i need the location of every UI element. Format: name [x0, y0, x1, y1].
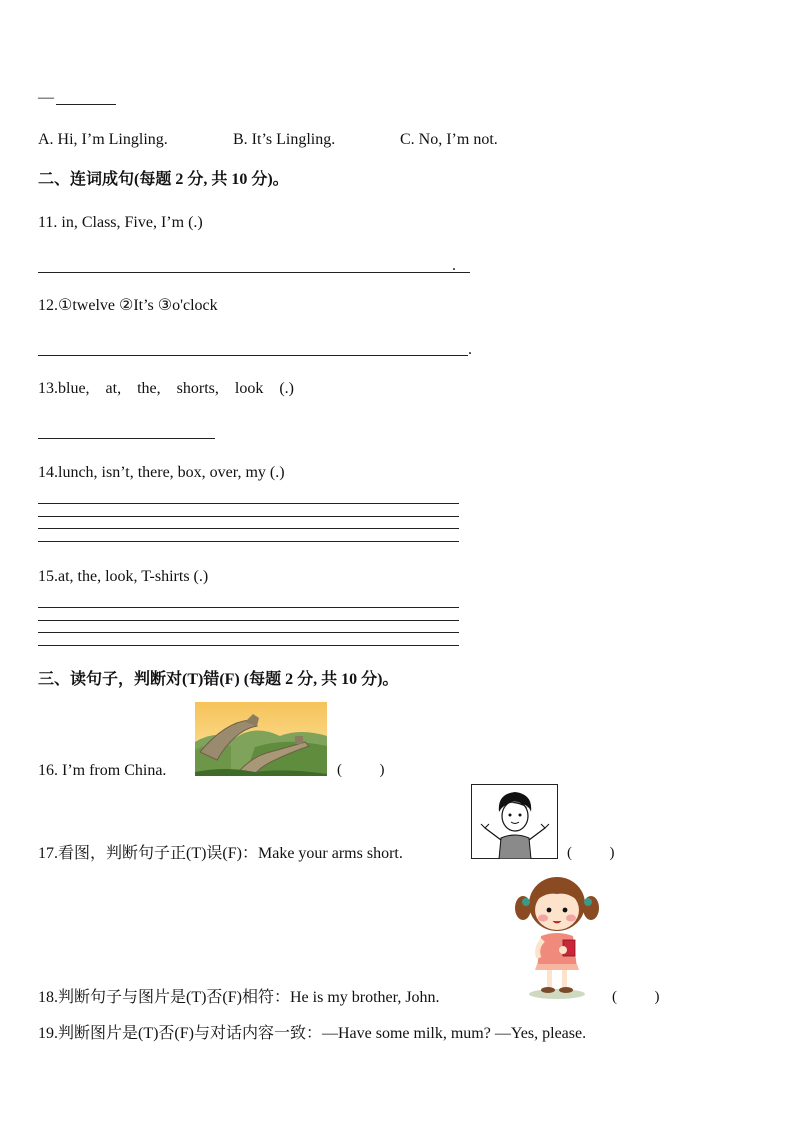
- q18-answer-paren[interactable]: ( ): [612, 989, 660, 1005]
- q16-answer-paren[interactable]: ( ): [337, 762, 385, 778]
- q11-answer-line[interactable]: [38, 272, 470, 273]
- q13-answer-line[interactable]: [38, 438, 215, 439]
- girl-pigtails-picture: [513, 868, 601, 1000]
- q17-text: 17.看图，判断句子正(T)误(F)：Make your arms short.: [38, 845, 403, 862]
- answer-blank-line: [56, 104, 116, 105]
- section2-title: 二、连词成句(每题 2 分, 共 10 分)。: [38, 171, 289, 188]
- q15-answer-line-3[interactable]: [38, 632, 459, 633]
- q12-end-mark: .: [468, 341, 472, 358]
- q13-text: 13.blue, at, the, shorts, look (.): [38, 380, 294, 397]
- q15-text: 15.at, the, look, T-shirts (.): [38, 568, 209, 585]
- q16-text: 16. I’m from China.: [38, 762, 167, 779]
- q14-answer-line-1[interactable]: [38, 503, 459, 504]
- answer-dash: —: [38, 89, 54, 106]
- q17-answer-paren[interactable]: ( ): [567, 845, 615, 861]
- q11-end-mark: .: [452, 257, 456, 274]
- q18-text: 18.判断句子与图片是(T)否(F)相符：He is my brother, John.: [38, 989, 440, 1006]
- q14-answer-line-4[interactable]: [38, 541, 459, 542]
- q14-text: 14.lunch, isn’t, there, box, over, my (.): [38, 464, 285, 481]
- q14-answer-line-2[interactable]: [38, 516, 459, 517]
- boy-arms-out-picture: [471, 784, 558, 859]
- q10-option-a: A. Hi, I’m Lingling.: [38, 131, 168, 148]
- q11-text: 11. in, Class, Five, I’m (.): [38, 214, 203, 231]
- q15-answer-line-4[interactable]: [38, 645, 459, 646]
- q10-option-b: B. It’s Lingling.: [233, 131, 336, 148]
- q19-text: 19.判断图片是(T)否(F)与对话内容一致：—Have some milk, mum? —Yes, please.: [38, 1025, 587, 1042]
- q12-answer-line[interactable]: [38, 355, 468, 356]
- q10-option-c: C. No, I’m not.: [400, 131, 498, 148]
- q14-answer-line-3[interactable]: [38, 528, 459, 529]
- section3-title: 三、读句子，判断对(T)错(F) (每题 2 分, 共 10 分)。: [38, 671, 399, 688]
- great-wall-picture: [195, 702, 327, 776]
- q12-text: 12.①twelve ②It’s ③o'clock: [38, 297, 218, 314]
- q15-answer-line-2[interactable]: [38, 620, 459, 621]
- q15-answer-line-1[interactable]: [38, 607, 459, 608]
